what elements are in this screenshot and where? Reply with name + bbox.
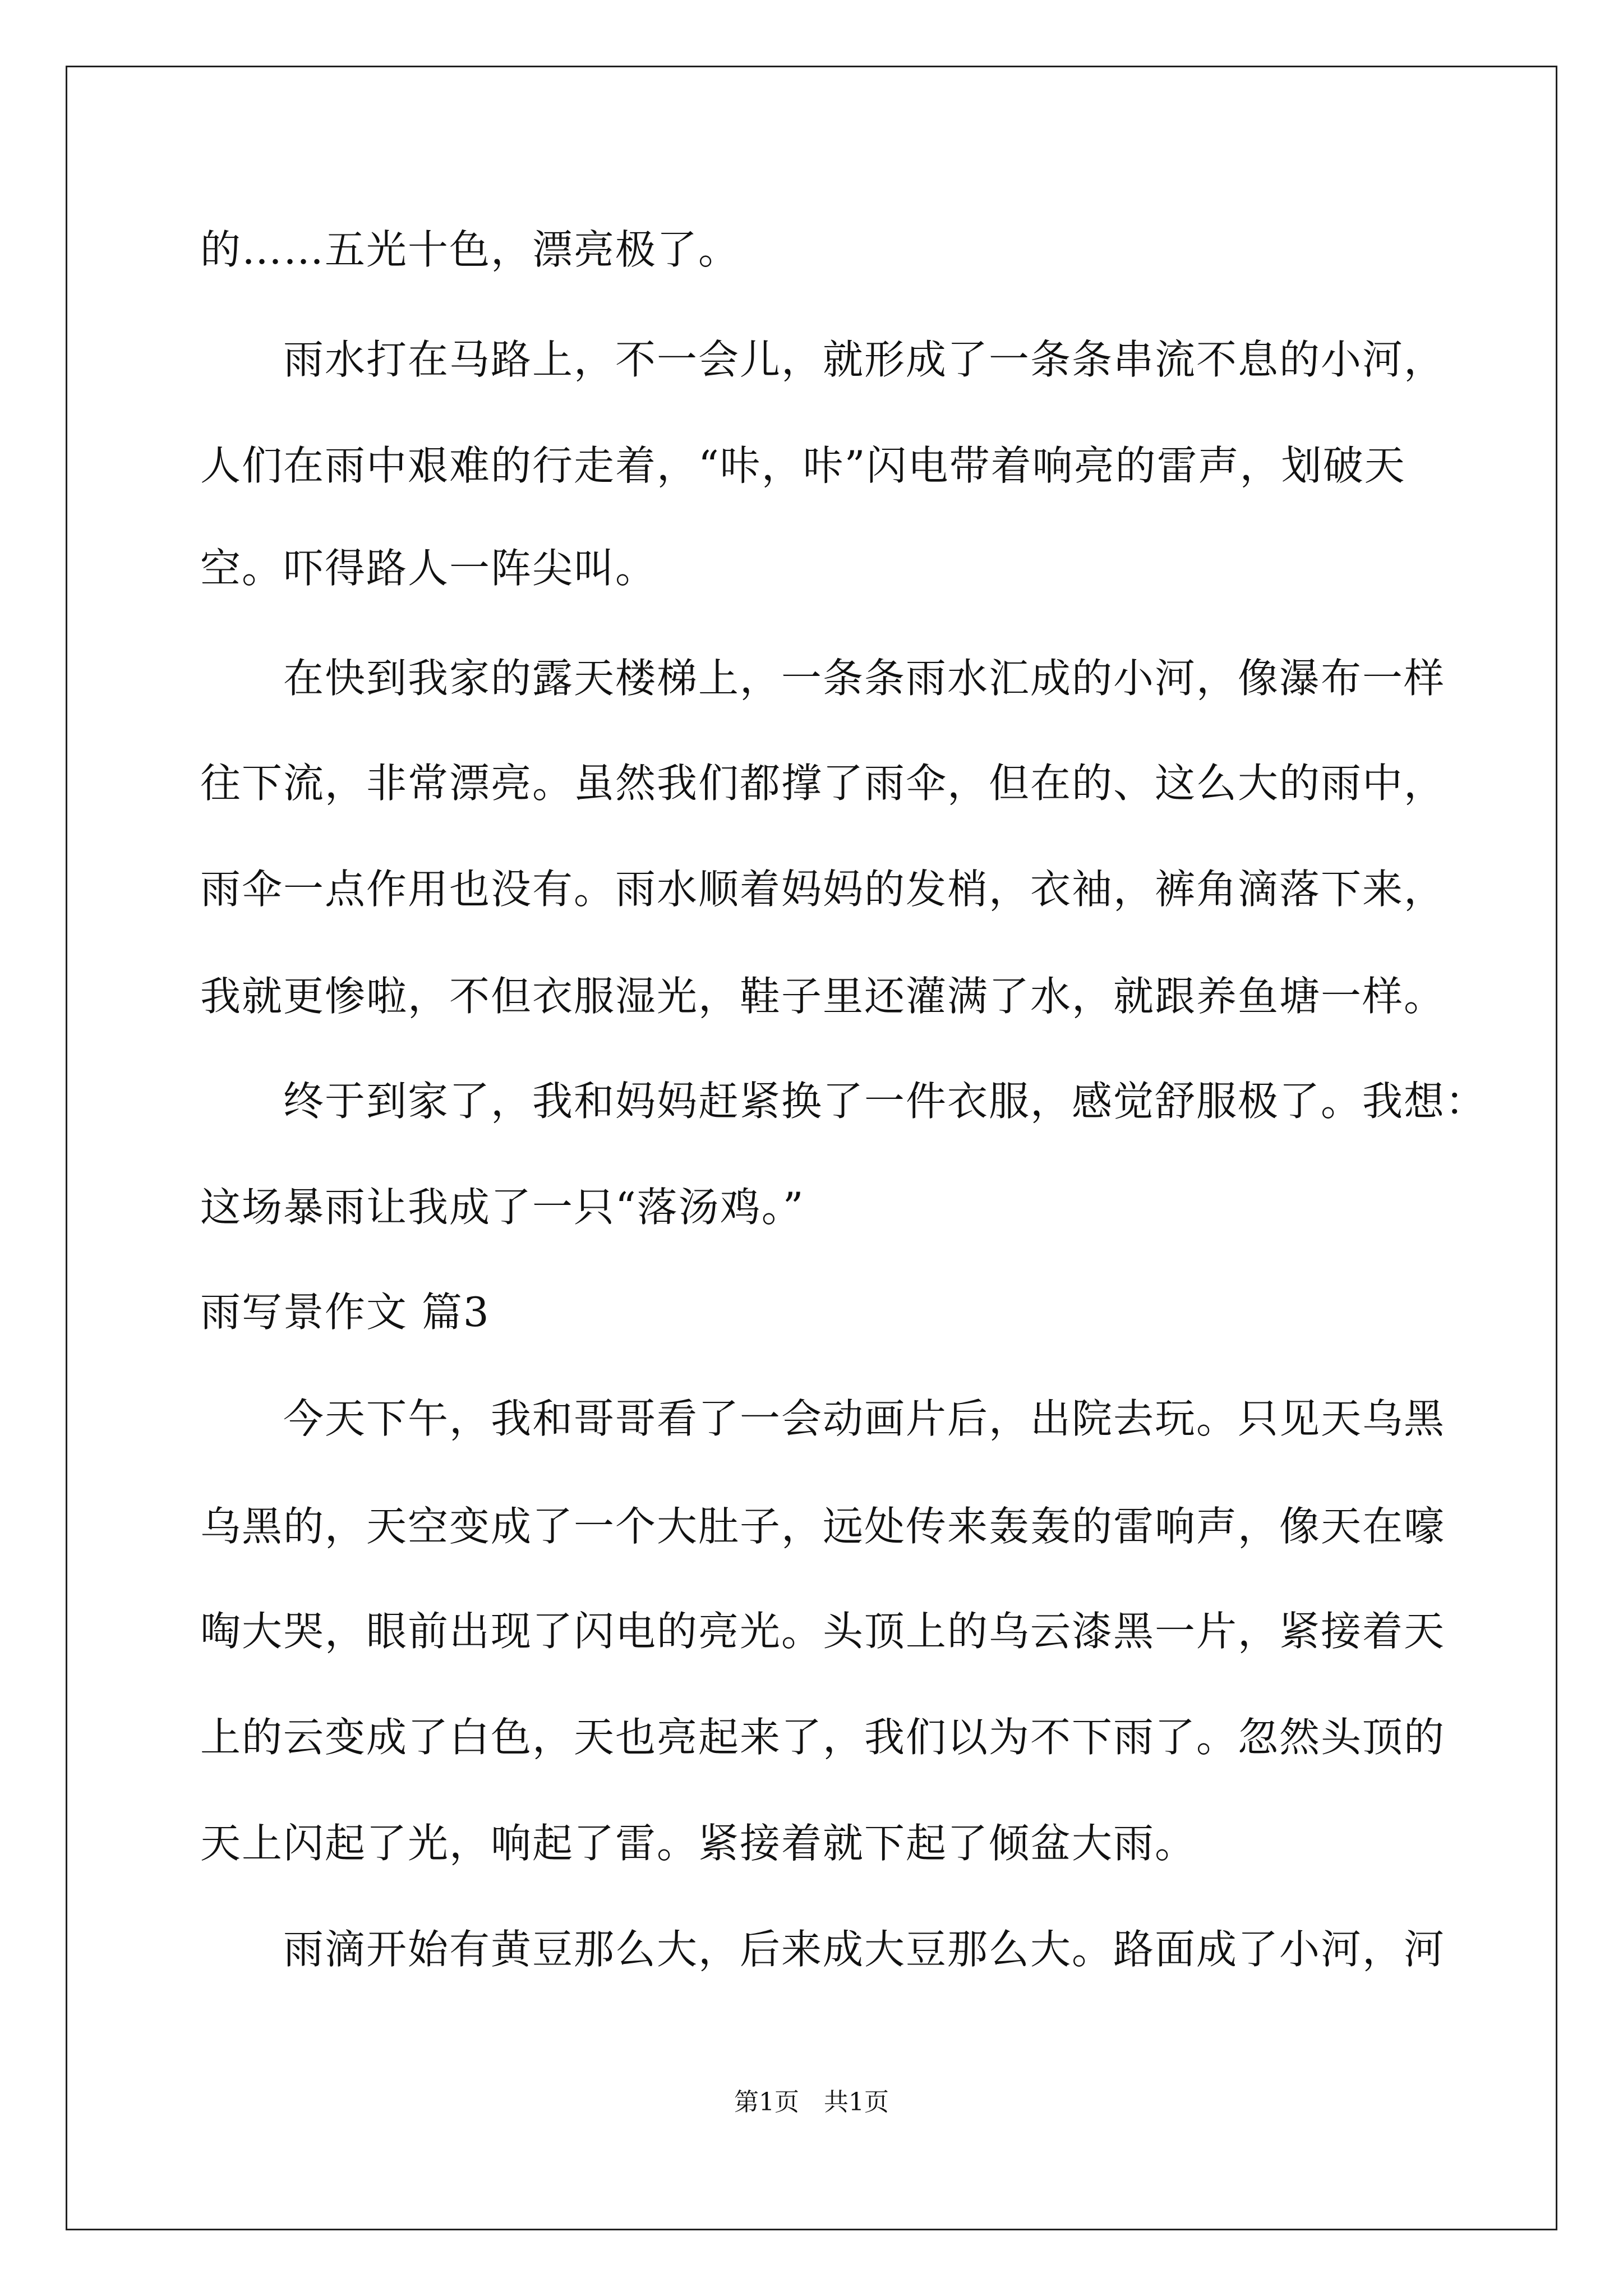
text-line: 雨伞一点作用也没有。雨水顺着妈妈的发梢，衣袖，裤角滴落下来， [200,866,1446,913]
text-line: 人们在雨中艰难的行走着，“咔，咔”闪电带着响亮的雷声，划破天 [200,442,1406,489]
text-line: 上的云变成了白色，天也亮起来了，我们以为不下雨了。忽然头顶的 [200,1714,1446,1761]
text-line: 往下流，非常漂亮。虽然我们都撑了雨伞，但在的、这么大的雨中， [200,760,1446,807]
text-line: 空。吓得路人一阵尖叫。 [200,545,657,592]
text-line: 的……五光十色，漂亮极了。 [200,226,740,273]
section-heading: 雨写景作文 篇3 [200,1289,490,1336]
paragraph-line: 雨水打在马路上，不一会儿，就形成了一条条串流不息的小河， [283,336,1446,383]
text-line: 乌黑的，天空变成了一个大肚子，远处传来轰轰的雷响声，像天在嚎 [200,1503,1446,1550]
text-line: 这场暴雨让我成了一只“落汤鸡。” [200,1184,805,1231]
page-number: 第1页 共1页 [734,2088,889,2116]
text-line: 我就更惨啦，不但衣服湿光，鞋子里还灌满了水，就跟养鱼塘一样。 [200,973,1446,1020]
text-line: 啕大哭，眼前出现了闪电的亮光。头顶上的乌云漆黑一片，紧接着天 [200,1608,1446,1655]
paragraph-line: 雨滴开始有黄豆那么大，后来成大豆那么大。路面成了小河，河 [283,1926,1446,1973]
paragraph-line: 在快到我家的露天楼梯上，一条条雨水汇成的小河，像瀑布一样 [283,655,1446,702]
text-line: 天上闪起了光，响起了雷。紧接着就下起了倾盆大雨。 [200,1820,1197,1867]
paragraph-line: 终于到家了，我和妈妈赶紧换了一件衣服，感觉舒服极了。我想： [283,1078,1487,1125]
page-border [66,66,1557,2230]
paragraph-line: 今天下午，我和哥哥看了一会动画片后，出院去玩。只见天乌黑 [283,1395,1446,1442]
